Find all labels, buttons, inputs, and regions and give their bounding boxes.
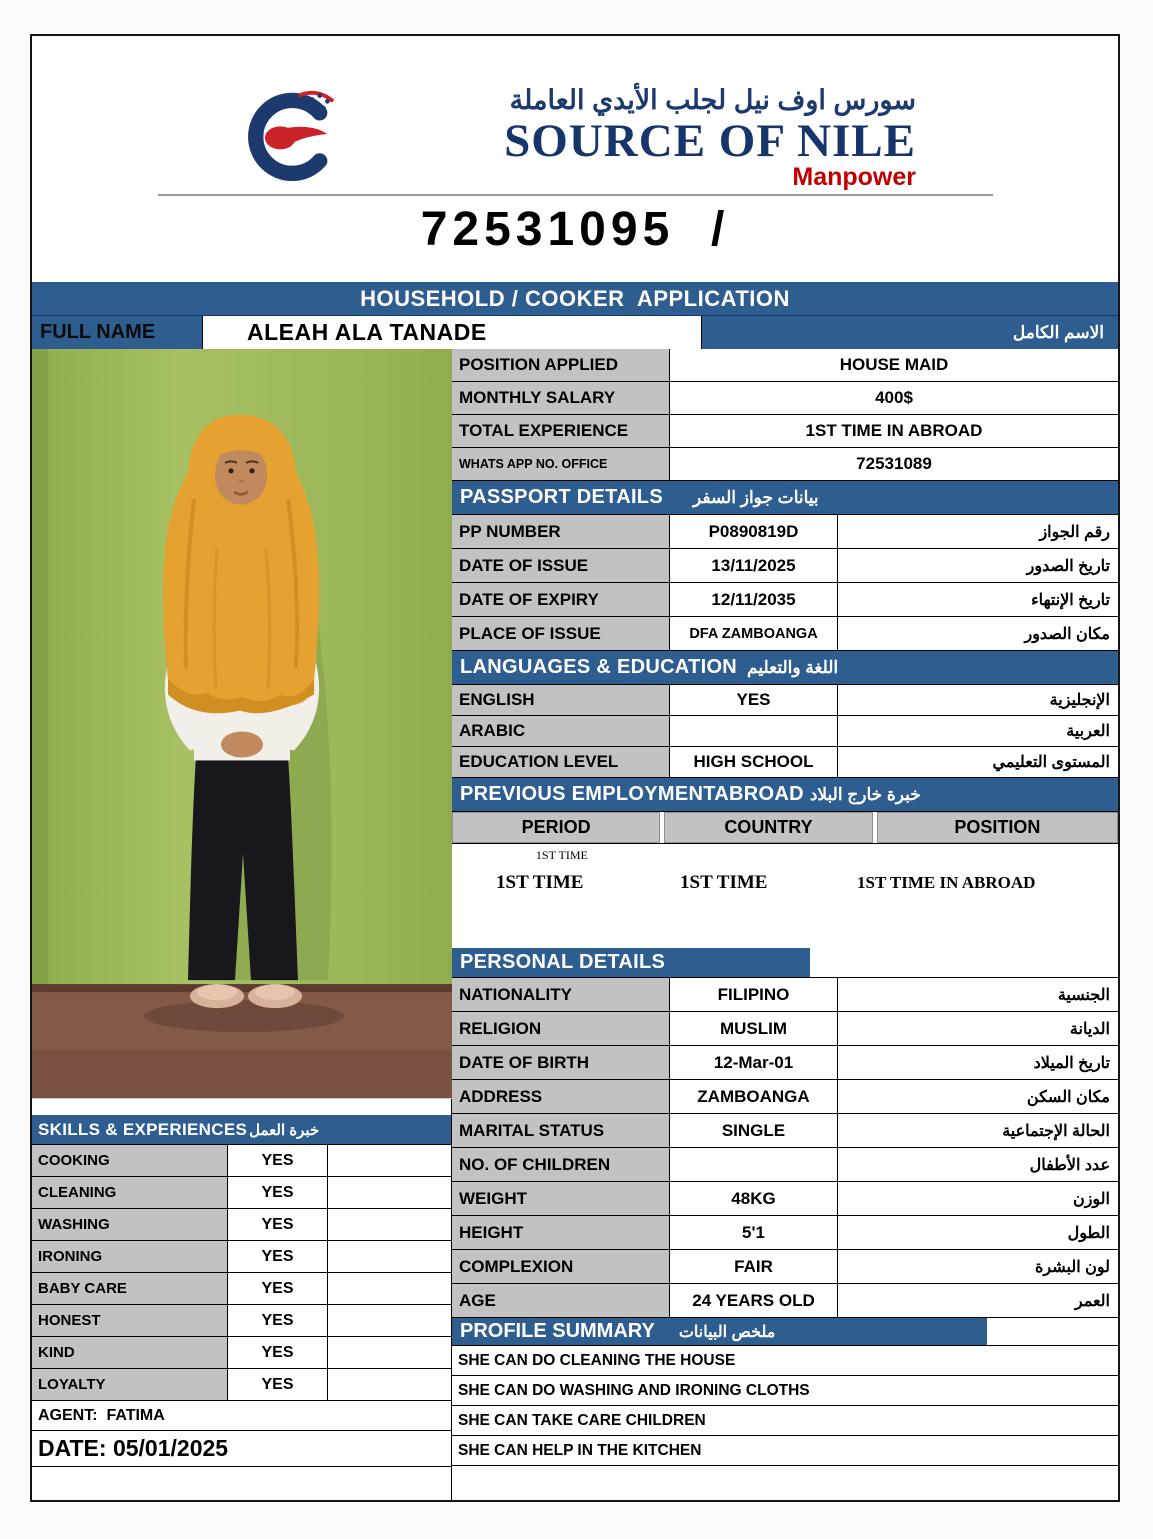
section-title: LANGUAGES & EDUCATION <box>460 656 738 678</box>
summary-line: SHE CAN DO CLEANING THE HOUSE <box>452 1346 1118 1376</box>
field-value: HOUSE MAID <box>839 355 949 374</box>
field-value: YES <box>228 1305 328 1336</box>
table-row <box>32 1145 451 1177</box>
table-row <box>32 1337 451 1369</box>
left-column <box>32 349 452 1500</box>
field-value: ZAMBOANGA <box>670 1080 838 1113</box>
full-name-row <box>32 315 1118 349</box>
table-row <box>452 415 1118 448</box>
section-title: SKILLS & EXPERIENCES <box>38 1119 248 1139</box>
table-row <box>32 1305 451 1337</box>
field-value: 13/11/2025 <box>670 549 838 582</box>
field-arabic-label: لون البشرة <box>1035 1258 1110 1276</box>
section-title-arabic: اللغة والتعليم <box>747 657 839 677</box>
table-row <box>32 1177 451 1209</box>
field-label: ARABIC <box>452 716 670 746</box>
field-value: YES <box>670 685 838 715</box>
table-row <box>452 1216 1118 1250</box>
table-row <box>452 978 1118 1012</box>
main-content <box>32 349 1118 1500</box>
field-value: FILIPINO <box>670 978 838 1011</box>
field-label: KIND <box>32 1337 228 1368</box>
field-value: 12-Mar-01 <box>670 1046 838 1079</box>
field-label: HONEST <box>32 1305 228 1336</box>
field-label: BABY CARE <box>32 1273 228 1304</box>
empty-cell <box>328 1273 451 1304</box>
field-arabic-label: تاريخ الصدور <box>1026 557 1110 575</box>
spacer <box>452 900 1118 948</box>
field-value: 72531089 <box>856 454 932 473</box>
empty-cell <box>328 1337 451 1368</box>
employment-note-row <box>452 844 1118 866</box>
field-value: YES <box>228 1337 328 1368</box>
field-value: YES <box>228 1273 328 1304</box>
table-row <box>452 382 1118 415</box>
table-row <box>452 1284 1118 1318</box>
personal-details-header <box>452 948 1118 978</box>
table-row <box>452 583 1118 617</box>
section-title-arabic: بيانات جواز السفر <box>692 487 819 507</box>
field-arabic-label: الوزن <box>1072 1190 1110 1208</box>
field-label: PLACE OF ISSUE <box>452 617 670 650</box>
empty-cell <box>328 1369 451 1400</box>
column-header: POSITION <box>877 812 1118 843</box>
column-header: COUNTRY <box>664 812 872 843</box>
field-label: MARITAL STATUS <box>452 1114 670 1147</box>
company-arabic-name: سورس اوف نيل لجلب الأيدي العاملة <box>509 85 916 115</box>
section-title-arabic: خبرة العمل <box>249 1121 320 1139</box>
employment-column-headers <box>452 812 1118 844</box>
table-row <box>452 1148 1118 1182</box>
field-label: EDUCATION LEVEL <box>452 747 670 777</box>
field-label: RELIGION <box>452 1012 670 1045</box>
field-label: NO. OF CHILDREN <box>452 1148 670 1181</box>
summary-line: SHE CAN TAKE CARE CHILDREN <box>452 1406 1118 1436</box>
table-row <box>452 1012 1118 1046</box>
company-logo-text <box>366 84 916 190</box>
summary-line: SHE CAN HELP IN THE KITCHEN <box>452 1436 1118 1466</box>
document-page <box>30 34 1120 1502</box>
field-value: 48KG <box>670 1182 838 1215</box>
field-label: DATE OF BIRTH <box>452 1046 670 1079</box>
table-row <box>452 1250 1118 1284</box>
field-value: YES <box>228 1177 328 1208</box>
empty-cell <box>328 1145 451 1176</box>
field-label: PP NUMBER <box>452 515 670 548</box>
previous-employment-header <box>452 778 1118 812</box>
spacer <box>32 1099 451 1115</box>
company-logo <box>32 36 1118 190</box>
field-label: WEIGHT <box>452 1182 670 1215</box>
languages-education-header <box>452 651 1118 685</box>
empty-cell <box>328 1305 451 1336</box>
company-logo-icon <box>234 86 342 182</box>
skills-header <box>32 1115 451 1145</box>
field-arabic-label: رقم الجواز <box>1039 523 1110 541</box>
table-row <box>452 617 1118 651</box>
table-row <box>32 1241 451 1273</box>
profile-summary-header <box>452 1318 1118 1346</box>
field-value: HIGH SCHOOL <box>670 747 838 777</box>
field-value: DFA ZAMBOANGA <box>670 617 838 650</box>
field-value: MUSLIM <box>670 1012 838 1045</box>
field-label: LOYALTY <box>32 1369 228 1400</box>
field-value: 12/11/2035 <box>670 583 838 616</box>
field-label: TOTAL EXPERIENCE <box>452 415 670 447</box>
field-value: 1ST TIME <box>496 872 584 893</box>
full-name-arabic-label: الاسم الكامل <box>1012 322 1104 342</box>
field-label: WHATS APP NO. OFFICE <box>452 448 670 480</box>
table-row <box>452 1046 1118 1080</box>
table-row <box>32 1273 451 1305</box>
full-name-label: FULL NAME <box>40 321 156 343</box>
document-title: HOUSEHOLD / COOKER APPLICATION <box>32 282 1118 315</box>
empty-cell <box>328 1241 451 1272</box>
section-title-bar <box>452 1318 987 1345</box>
section-title: PREVIOUS EMPLOYMENTABROAD <box>460 783 804 805</box>
empty-cell <box>328 1177 451 1208</box>
table-row <box>452 349 1118 382</box>
agent-line: AGENT: FATIMA <box>32 1401 451 1431</box>
details-column <box>452 349 1118 1500</box>
field-arabic-label: المستوى التعليمي <box>992 754 1110 771</box>
field-value: YES <box>228 1209 328 1240</box>
field-value: YES <box>228 1369 328 1400</box>
field-value: 1ST TIME <box>680 872 768 893</box>
field-label: IRONING <box>32 1241 228 1272</box>
field-arabic-label: تاريخ الإنتهاء <box>1031 591 1110 609</box>
summary-line: SHE CAN DO WASHING AND IRONING CLOTHS <box>452 1376 1118 1406</box>
field-arabic-label: الطول <box>1067 1224 1110 1242</box>
employment-note: 1ST TIME <box>535 847 588 862</box>
field-arabic-label: العمر <box>1074 1292 1110 1310</box>
section-title: PROFILE SUMMARY <box>460 1320 655 1342</box>
section-title-arabic: خبرة خارج البلاد <box>809 784 921 804</box>
company-subtitle: Manpower <box>792 163 916 191</box>
field-arabic-label: عدد الأطفال <box>1029 1156 1110 1174</box>
field-value: YES <box>228 1241 328 1272</box>
column-header: PERIOD <box>452 812 660 843</box>
field-label: MONTHLY SALARY <box>452 382 670 414</box>
section-title: PERSONAL DETAILS <box>452 948 810 977</box>
field-arabic-label: الحالة الإجتماعية <box>1002 1122 1110 1140</box>
field-arabic-label: تاريخ الميلاد <box>1033 1054 1110 1072</box>
field-value: 24 YEARS OLD <box>670 1284 838 1317</box>
table-row <box>452 866 1118 900</box>
field-arabic-label: الإنجليزية <box>1049 692 1110 709</box>
field-label: DATE OF ISSUE <box>452 549 670 582</box>
applicant-photo <box>32 349 452 1099</box>
table-row <box>452 747 1118 778</box>
field-arabic-label: مكان الصدور <box>1024 625 1110 643</box>
field-label: HEIGHT <box>452 1216 670 1249</box>
field-arabic-label: العربية <box>1066 723 1110 740</box>
table-row <box>452 448 1118 481</box>
field-value: FAIR <box>670 1250 838 1283</box>
empty-cell <box>328 1209 451 1240</box>
company-name: SOURCE OF NILE <box>504 115 916 167</box>
field-arabic-label: مكان السكن <box>1026 1088 1110 1106</box>
field-label: CLEANING <box>32 1177 228 1208</box>
field-label: ADDRESS <box>452 1080 670 1113</box>
table-row <box>32 1369 451 1401</box>
full-name-value: ALEAH ALA TANADE <box>202 316 702 349</box>
table-row <box>452 716 1118 747</box>
field-value: 5'1 <box>670 1216 838 1249</box>
field-value <box>670 1148 838 1181</box>
passport-details-header <box>452 481 1118 515</box>
header-divider <box>158 194 993 196</box>
field-label: COOKING <box>32 1145 228 1176</box>
field-arabic-label: الجنسية <box>1057 986 1110 1004</box>
field-value: YES <box>228 1145 328 1176</box>
field-label: ENGLISH <box>452 685 670 715</box>
document-header <box>32 36 1118 282</box>
field-label: WASHING <box>32 1209 228 1240</box>
field-value: SINGLE <box>670 1114 838 1147</box>
field-value: P0890819D <box>670 515 838 548</box>
phone-number: 72531095 / <box>420 203 730 256</box>
table-row <box>452 515 1118 549</box>
section-title: PASSPORT DETAILS <box>460 486 663 508</box>
section-title-arabic: ملخص البيانات <box>678 1323 776 1341</box>
table-row <box>32 1209 451 1241</box>
field-label: NATIONALITY <box>452 978 670 1011</box>
table-row <box>452 685 1118 716</box>
field-label: COMPLEXION <box>452 1250 670 1283</box>
table-row <box>452 1182 1118 1216</box>
table-row <box>452 549 1118 583</box>
table-row <box>452 1080 1118 1114</box>
field-arabic-label: الديانة <box>1069 1020 1110 1038</box>
field-label: POSITION APPLIED <box>452 349 670 381</box>
date-line: DATE: 05/01/2025 <box>32 1431 451 1467</box>
field-value: 1ST TIME IN ABROAD <box>857 873 1036 892</box>
field-value: 400$ <box>875 388 913 407</box>
table-row <box>452 1114 1118 1148</box>
field-value: 1ST TIME IN ABROAD <box>805 421 983 440</box>
field-value <box>670 716 838 746</box>
field-label: AGE <box>452 1284 670 1317</box>
field-label: DATE OF EXPIRY <box>452 583 670 616</box>
